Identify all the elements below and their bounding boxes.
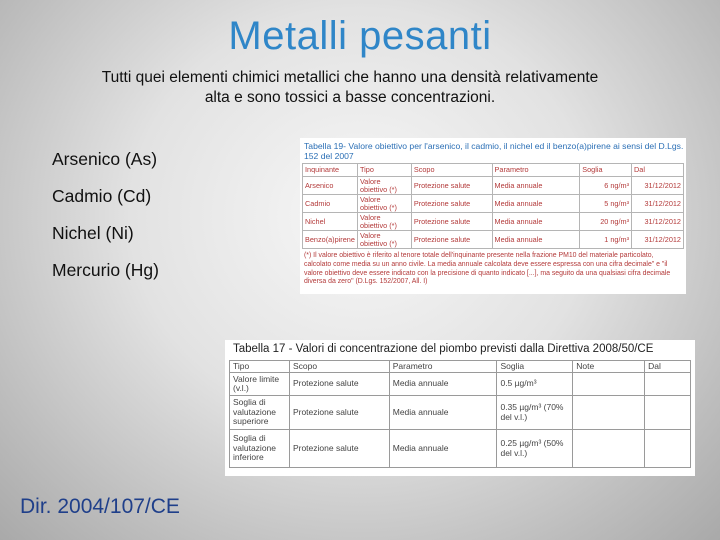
table-cell: Protezione salute [289, 396, 389, 430]
table-cell: Soglia di valutazione inferiore [230, 430, 290, 468]
table-cell: Cadmio [303, 195, 358, 213]
table-cell [573, 396, 645, 430]
slide-subtitle: Tutti quei elementi chimici metallici che hanno una densità relativamente alta e sono tossici a basse concentrazioni. [101, 69, 599, 106]
table1-header-cell: Scopo [411, 164, 492, 177]
table1-header-cell: Soglia [580, 164, 632, 177]
metal-item-mercury: Mercurio (Hg) [52, 260, 159, 280]
table-cell [645, 396, 691, 430]
table-cell: Media annuale [389, 373, 497, 396]
table-cell [645, 430, 691, 468]
table-cell: 0.5 µg/m³ [497, 373, 573, 396]
directive-label: Dir. 2004/107/CE [20, 495, 180, 518]
table-cell: Media annuale [492, 213, 580, 231]
table-cell: Valore obiettivo (*) [357, 213, 411, 231]
table-cell: Valore limite (v.l.) [230, 373, 290, 396]
table2-header-cell: Scopo [289, 361, 389, 373]
table1-header-cell: Dal [632, 164, 684, 177]
table-cell: Protezione salute [289, 373, 389, 396]
target-values-table-image [300, 138, 686, 294]
table-cell: 0.35 µg/m³ (70% del v.l.) [497, 396, 573, 430]
table-cell: Benzo(a)pirene [303, 231, 358, 249]
table1-caption: Tabella 19- Valore obiettivo per l'arsenico, il cadmio, il nichel ed il benzo(a)pirene ai sensi del D.Lgs. 152 del 2007 [304, 141, 684, 161]
table-cell [573, 373, 645, 396]
table-cell: Media annuale [492, 231, 580, 249]
metal-item-cadmium: Cadmio (Cd) [52, 186, 152, 206]
table-cell: Arsenico [303, 177, 358, 195]
table2 [229, 360, 691, 468]
table1 [302, 163, 684, 249]
table-cell: Protezione salute [411, 231, 492, 249]
table2-header-cell: Note [573, 361, 645, 373]
table-cell: 1 ng/m³ [580, 231, 632, 249]
table-cell: 31/12/2012 [632, 213, 684, 231]
table-cell: 31/12/2012 [632, 195, 684, 213]
table-cell: Valore obiettivo (*) [357, 231, 411, 249]
table-cell: 6 ng/m³ [580, 177, 632, 195]
table-row [303, 195, 684, 213]
table-cell: Protezione salute [411, 195, 492, 213]
table2-header-cell: Dal [645, 361, 691, 373]
table1-header-cell: Tipo [357, 164, 411, 177]
table2-header-cell: Parametro [389, 361, 497, 373]
table-cell: 0.25 µg/m³ (50% del v.l.) [497, 430, 573, 468]
table-cell: 20 ng/m³ [580, 213, 632, 231]
table-cell: Soglia di valutazione superiore [230, 396, 290, 430]
table1-header-cell: Parametro [492, 164, 580, 177]
table-cell: Media annuale [492, 177, 580, 195]
table-row [303, 213, 684, 231]
table2-header-cell: Soglia [497, 361, 573, 373]
lead-values-table-image [225, 340, 695, 476]
table-row [303, 177, 684, 195]
metal-item-nickel: Nichel (Ni) [52, 223, 134, 243]
table2-header-row [230, 361, 691, 373]
table2-header-cell: Tipo [230, 361, 290, 373]
table-cell: Nichel [303, 213, 358, 231]
table-cell: Media annuale [389, 430, 497, 468]
slide-title: Metalli pesanti [228, 14, 492, 58]
table-cell: Media annuale [492, 195, 580, 213]
table-row [230, 430, 691, 468]
table-cell: 31/12/2012 [632, 177, 684, 195]
table-cell: Media annuale [389, 396, 497, 430]
table-row [230, 396, 691, 430]
table2-caption: Tabella 17 - Valori di concentrazione del piombo previsti dalla Direttiva 2008/50/CE [233, 343, 654, 355]
table-cell: Protezione salute [289, 430, 389, 468]
table-cell: Protezione salute [411, 213, 492, 231]
table-cell: Protezione salute [411, 177, 492, 195]
table-cell: Valore obiettivo (*) [357, 177, 411, 195]
metal-item-arsenic: Arsenico (As) [52, 149, 158, 169]
table-row [230, 373, 691, 396]
table1-header-cell: Inquinante [303, 164, 358, 177]
table-cell [573, 430, 645, 468]
table-cell: Valore obiettivo (*) [357, 195, 411, 213]
table-cell: 31/12/2012 [632, 231, 684, 249]
table-cell: 5 ng/m³ [580, 195, 632, 213]
table1-header-row [303, 164, 684, 177]
table-row [303, 231, 684, 249]
table1-footnote: (*) Il valore obiettivo è riferito al tenore totale dell'inquinante presente nella frazione PM10 del materiale particolato, calcolato come media su un anno civile. La media annuale calcolata deve essere espressa con una cifra decimale" e "il valore obiettivo deve essere indicato con la precisione di quanto indicato [...], ma seguito da una qualsiasi cifra decimale diversa da zero" (D.Lgs. 152/2007, All. I) [304, 252, 671, 286]
metal-list [52, 146, 159, 294]
table-cell [645, 373, 691, 396]
